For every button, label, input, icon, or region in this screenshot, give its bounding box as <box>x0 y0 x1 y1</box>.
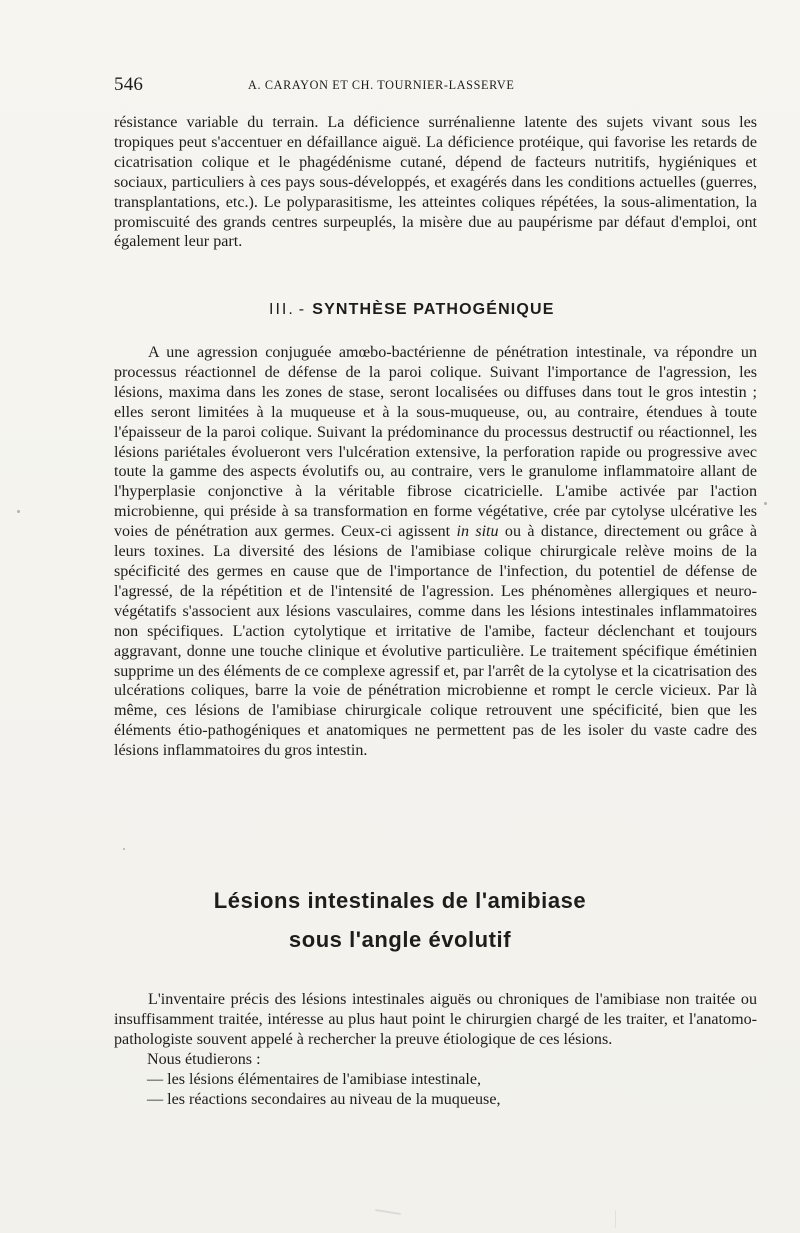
synthesis-text-part-1: A une agression conjuguée amœbo-bactérienne de pénétration intestinale, va répondre un processus réactionnel de défense de la paroi colique. Suivant l'importance de l'agression, les lésions, maxima dans les zones de stase, seront localisées ou diffuses dans tout le gros intestin ; elles seront limitées à la muqueuse et à la sous-muqueuse, ou, au contraire, étendues à toute l'épaisseur de la paroi colique. Suivant la prédominance du processus destructif ou réactionnel, les lésions pariétales évolueront vers l'ulcération extensive, la perforation rapide ou progressive avec toute la gamme des aspects évolutifs ou, au contraire, vers le granulome inflammatoire allant de l'hyperplasie conjonctive à la véritable fibrose cicatricielle. L'amibe activée par l'action microbienne, qui préside à sa transformation en forme végétative, crée par cytolyse ulcérative les voies de pénétration aux germes. Ceux-ci agissent <box>114 344 757 541</box>
chapter-title-line-1: Lésions intestinales de l'amibiase <box>213 888 587 913</box>
section-separator: - <box>298 301 306 318</box>
print-speck <box>615 1210 616 1228</box>
chapter-title-line-2: sous l'angle évolutif <box>288 927 512 952</box>
closing-section <box>114 990 757 1109</box>
print-speck <box>375 1209 401 1215</box>
print-speck <box>17 510 20 513</box>
list-item: — les réactions secondaires au niveau de la muqueuse, <box>147 1090 501 1108</box>
synthesis-section <box>114 343 757 761</box>
synthesis-text-part-2: ou à distance, directement ou grâce à leurs toxines. La diversité des lésions de l'amibiase colique chirurgicale relève moins de la spécificité des germes en cause que de l'importance de l'infection, du potentiel de défense de l'agressé, de la répétition et de l'intensité de l'agression. Les phénomènes allergiques et neuro-végétatifs s'associent aux lésions vasculaires, comme dans les lésions intestinales inflammatoires non spécifiques. L'action cytolytique et irritative de l'amibe, facteur déclenchant et toujours aggravant, donne une touche clinique et évolutive particulière. Le traitement spécifique émétinien supprime un des éléments de ce complexe agressif et, par l'arrêt de la cytolyse et la cicatrisation des ulcérations coliques, barre la voie de pénétration microbienne et rompt le cercle vicieux. Par là même, ces lésions de l'amibiase chirurgicale colique retrouvent une spécificité, bien que les éléments étio-pathogéniques et anatomiques ne permettent pas de les isoler du vaste cadre des lésions inflammatoires du gros intestin. <box>114 523 757 760</box>
intro-section <box>114 113 757 252</box>
intro-paragraph: résistance variable du terrain. La déficience surrénalienne latente des sujets vivant sous les tropiques peut s'accentuer en défaillance aiguë. La déficience protéique, qui favorise les retards de cicatrisation colique et le phagédénisme cutané, dépend de facteurs nutritifs, hygiéniques et sociaux, particuliers à ces pays sous-développés, et exagérés dans les conditions actuelles (guerres, transplantations, etc.). Le polyparasitisme, les atteintes coliques répétées, la sous-alimentation, la promiscuité des grands centres surpeuplés, la misère due au paupérisme par défaut d'emploi, ont également leur part. <box>114 114 757 251</box>
page-number: 546 <box>114 74 144 95</box>
section-heading <box>269 300 555 320</box>
synthesis-italic-term: in situ <box>456 523 499 541</box>
section-title: SYNTHÈSE PATHOGÉNIQUE <box>312 301 555 318</box>
running-head: A. CARAYON ET CH. TOURNIER-LASSERVE <box>248 78 515 92</box>
page-header <box>114 74 714 94</box>
list-item: — les lésions élémentaires de l'amibiase intestinale, <box>147 1070 482 1088</box>
section-number: III. <box>269 301 295 318</box>
synthesis-paragraph <box>114 343 757 761</box>
study-intro: Nous étudierons : <box>147 1050 261 1068</box>
print-speck <box>123 848 125 850</box>
print-speck <box>764 502 767 505</box>
closing-paragraph: L'inventaire précis des lésions intestinales aiguës ou chroniques de l'amibiase non traitée ou insuffisamment traitée, intéresse au plus haut point le chirurgien chargé de les traiter, et l'anatomo-pathologiste souvent appelé à rechercher la preuve étiologique de ces lésions. <box>114 991 757 1048</box>
